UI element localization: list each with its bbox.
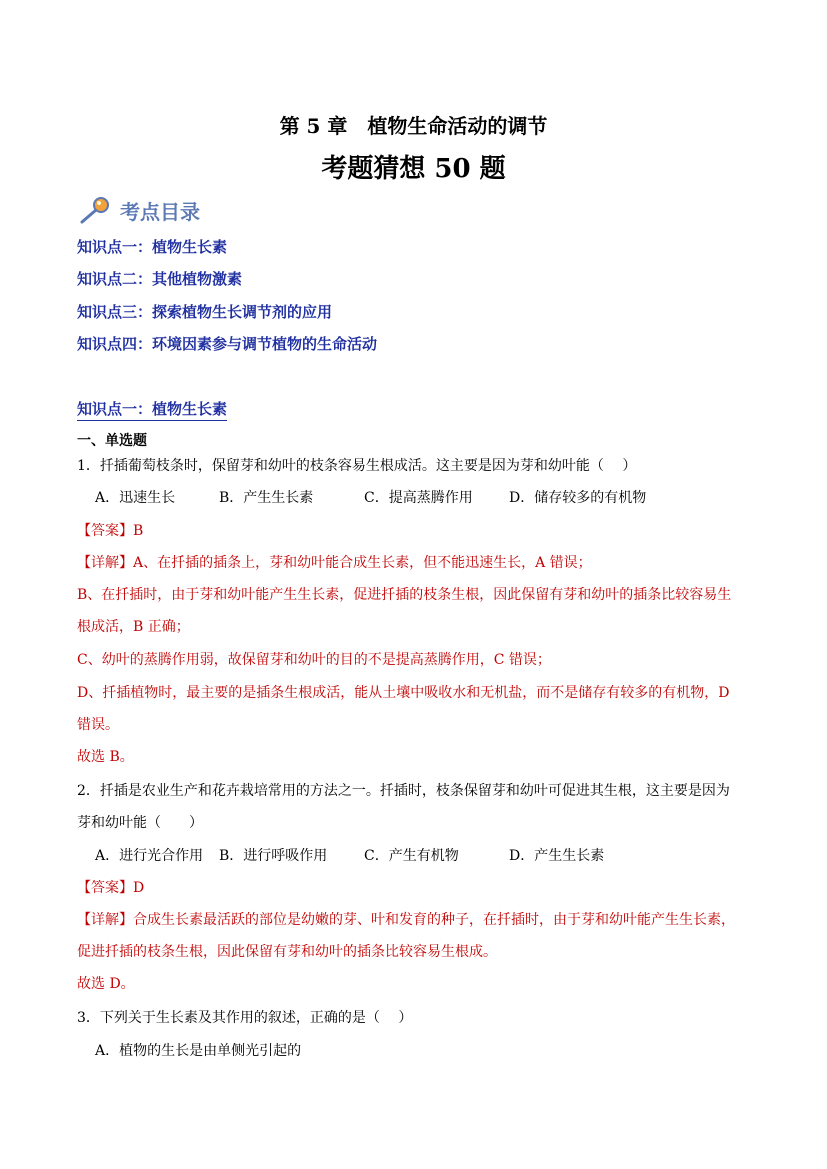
q2-option-c: C．产生有机物	[364, 848, 459, 864]
q2-answer: 【答案】D	[77, 880, 145, 896]
q1-answer: 【答案】B	[77, 523, 144, 539]
toc-heading	[78, 192, 200, 228]
q3-stem: 3．下列关于生长素及其作用的叙述，正确的是（ ）	[77, 1010, 413, 1026]
q2-stem-line: 2．扦插是农业生产和花卉栽培常用的方法之一。扦插时，枝条保留芽和幼叶可促进其生根，这主要是因为	[77, 783, 730, 799]
q2-detail-line: 【详解】合成生长素最活跃的部位是幼嫩的芽、叶和发育的种子，在扦插时，由于芽和幼叶能产生生长素，	[77, 912, 735, 928]
page-title: 第 5 章 植物生命活动的调节	[279, 114, 548, 138]
q2-option-d: D．产生生长素	[509, 848, 605, 864]
toc-item-4[interactable]: 知识点四：环境因素参与调节植物的生命活动	[77, 335, 378, 353]
magnifier-icon	[78, 195, 114, 225]
q1-detail-line: 根成活，B 正确；	[77, 619, 190, 635]
toc-item-1[interactable]: 知识点一：植物生长素	[77, 238, 228, 256]
toc-item-3[interactable]: 知识点三：探索植物生长调节剂的应用	[77, 303, 333, 321]
q1-detail-line: D、扦插植物时，最主要的是插条生根成活，能从土壤中吸收水和无机盐，而不是储存有较多的有机物，D	[77, 685, 730, 701]
question-type-heading: 一、单选题	[77, 433, 147, 449]
section-heading[interactable]: 知识点一：植物生长素	[77, 398, 227, 421]
q1-detail-line: 【详解】A、在扦插的插条上，芽和幼叶能合成生长素，但不能迅速生长，A 错误；	[77, 555, 592, 571]
q1-detail-line: 错误。	[77, 717, 119, 733]
q1-conclusion: 故选 B。	[77, 749, 134, 765]
q1-detail-line: B、在扦插时，由于芽和幼叶能产生生长素，促进扦插的枝条生根，因此保留有芽和幼叶的插条比较容易生	[77, 587, 732, 603]
q1-options	[95, 487, 646, 507]
q2-option-b: B．进行呼吸作用	[219, 848, 328, 864]
q1-option-a: A．迅速生长	[95, 490, 176, 506]
toc-heading-label: 考点目录	[120, 199, 200, 224]
q1-option-c: C．提高蒸腾作用	[364, 490, 473, 506]
q1-option-b: B．产生生长素	[219, 490, 314, 506]
q1-option-d: D．储存较多的有机物	[509, 490, 647, 506]
page-subtitle: 考题猜想 50 题	[321, 154, 506, 184]
q1-stem: 1．扦插葡萄枝条时，保留芽和幼叶的枝条容易生根成活。这主要是因为芽和幼叶能（ ）	[77, 458, 637, 474]
q2-option-a: A．进行光合作用	[95, 848, 204, 864]
q2-conclusion: 故选 D。	[77, 976, 135, 992]
q2-stem-line: 芽和幼叶能（ ）	[77, 815, 203, 831]
toc-item-2[interactable]: 知识点二：其他植物激素	[77, 270, 243, 288]
q3-option-a: A．植物的生长是由单侧光引起的	[95, 1043, 302, 1059]
q1-detail-line: C、幼叶的蒸腾作用弱，故保留芽和幼叶的目的不是提高蒸腾作用，C 错误；	[77, 652, 551, 668]
q2-detail-line: 促进扦插的枝条生根，因此保留有芽和幼叶的插条比较容易生根成。	[77, 944, 497, 960]
q2-options	[95, 845, 604, 865]
